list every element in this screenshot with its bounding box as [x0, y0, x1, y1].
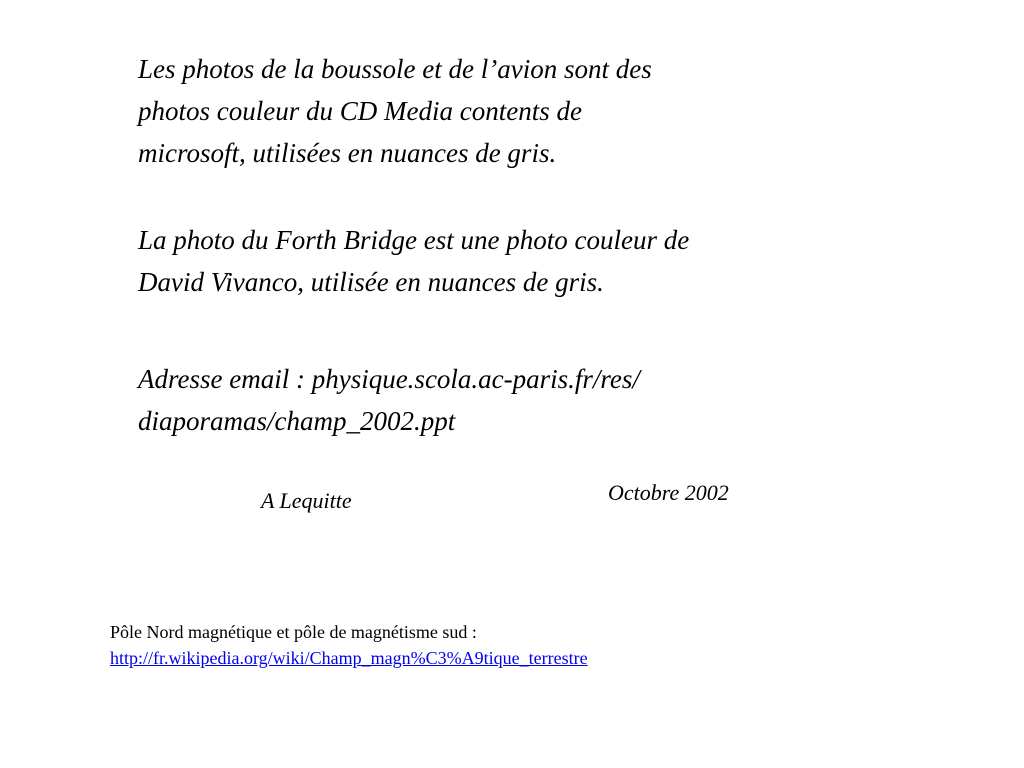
forth-bridge-photo-credit [138, 219, 689, 303]
text-line: La photo du Forth Bridge est une photo couleur de [138, 225, 690, 255]
text-line: diaporamas/champ_2002.ppt [138, 406, 456, 436]
email-address [138, 358, 640, 442]
footer-reference [110, 619, 588, 671]
text-line: David Vivanco, utilisée en nuances de gris. [138, 267, 604, 297]
text-line: Adresse email : physique.scola.ac-paris.fr/res/ [138, 364, 640, 394]
text-line: microsoft, utilisées en nuances de gris. [138, 138, 557, 168]
footer-label: Pôle Nord magnétique et pôle de magnétisme sud : [110, 622, 477, 642]
author-name: A Lequitte [261, 488, 352, 513]
text-line: photos couleur du CD Media contents de [138, 96, 582, 126]
wikipedia-link[interactable]: http://fr.wikipedia.org/wiki/Champ_magn%C3%A9tique_terrestre [110, 648, 588, 668]
date-label: Octobre 2002 [608, 480, 729, 505]
text-line: Les photos de la boussole et de l’avion sont des [138, 54, 652, 84]
compass-plane-photo-credit [138, 48, 652, 174]
